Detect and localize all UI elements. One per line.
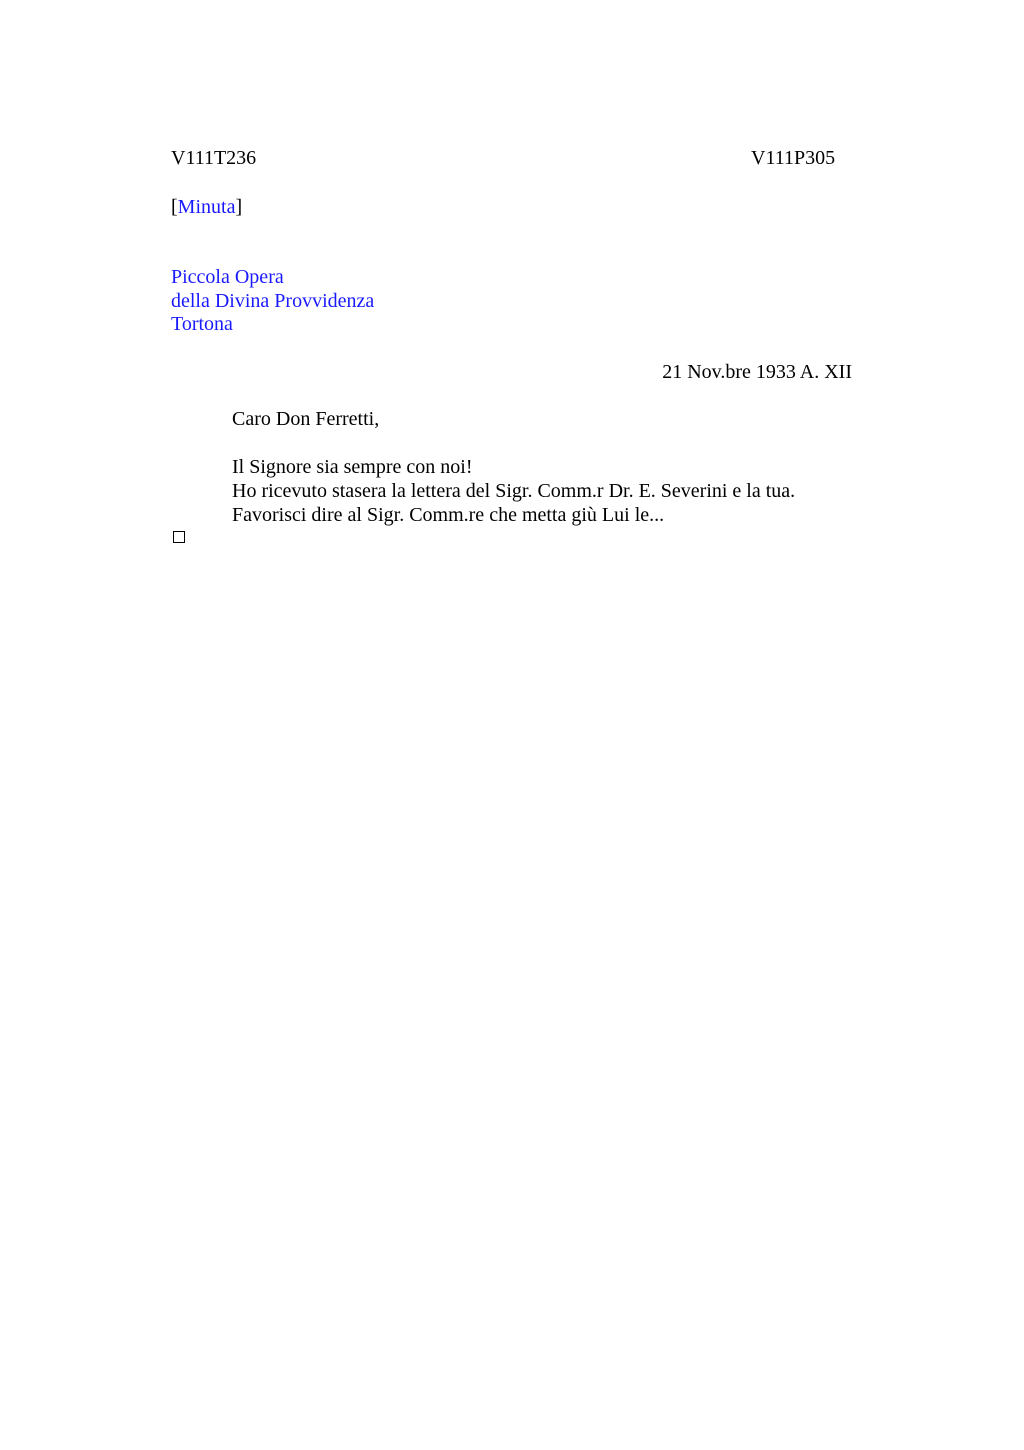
- body-line-3: Favorisci dire al Sigr. Comm.re che metta giù Lui le...: [232, 504, 665, 526]
- draft-note-open-bracket: [: [171, 196, 178, 218]
- letterhead-line-1: Piccola Opera: [171, 266, 284, 288]
- draft-note-label: Minuta: [177, 196, 236, 218]
- empty-square-icon: [173, 531, 185, 543]
- draft-note-close-bracket: ]: [235, 196, 243, 218]
- reference-code-left: V111T236: [171, 147, 257, 169]
- body-line-2: Ho ricevuto stasera la lettera del Sigr. Comm.r Dr. E. Severini e la tua.: [232, 480, 796, 502]
- letterhead-line-2: della Divina Provvidenza: [171, 289, 375, 312]
- body-line-1: Il Signore sia sempre con noi!: [232, 456, 473, 478]
- letterhead: [171, 266, 374, 337]
- letter-body: [232, 455, 795, 527]
- salutation: Caro Don Ferretti,: [232, 408, 380, 430]
- draft-note: [171, 195, 242, 219]
- reference-code-right: V111P305: [751, 147, 836, 169]
- letterhead-line-3: Tortona: [171, 313, 233, 335]
- letter-date: 21 Nov.bre 1933 A. XII: [662, 361, 852, 383]
